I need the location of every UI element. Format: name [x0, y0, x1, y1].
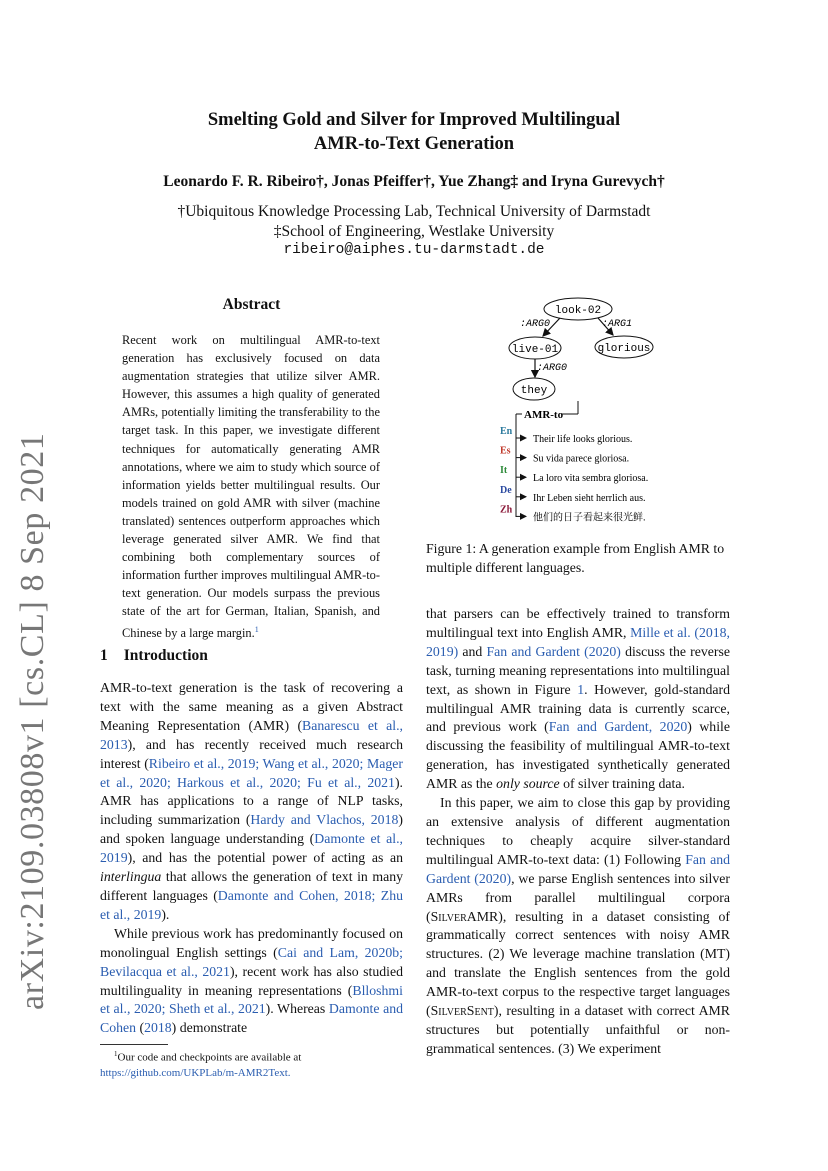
text-span: ) and spoken language understanding (	[100, 812, 403, 847]
citation-link[interactable]: Hardy and Vlachos, 2018	[250, 812, 399, 828]
citation-link[interactable]: 2018	[144, 1020, 172, 1036]
text-span: ), and has the potential power of acting as an	[127, 850, 403, 866]
amr-to-label: AMR-to	[524, 409, 564, 421]
amr-graph-svg	[490, 292, 740, 532]
footnote-rule	[100, 1044, 168, 1045]
dataset-name: SilverAMR	[430, 908, 499, 924]
text-span: that parsers can be effectively trained to transform multilingual text into English AMR,	[426, 606, 730, 640]
affiliation-2: ‡School of Engineering, Westlake University	[273, 222, 555, 240]
abstract-text	[122, 331, 380, 642]
right-paragraph-2	[426, 794, 730, 1059]
citation-link[interactable]: Fan and Gardent (2020)	[486, 643, 621, 659]
text-span: (	[136, 1020, 145, 1036]
language-sentence: La loro vita sembra gloriosa.	[533, 473, 649, 485]
title-line-1: Smelting Gold and Silver for Improved Multilingual	[207, 110, 621, 130]
paper-title	[0, 108, 828, 156]
footnote-text: Our code and checkpoints are available at	[117, 1051, 302, 1064]
text-span: of silver training data.	[559, 776, 685, 792]
affiliations	[0, 202, 828, 261]
author-email[interactable]: ribeiro@aiphes.tu-darmstadt.de	[283, 242, 545, 258]
citation-link[interactable]: Ribeiro et al., 2019; Wang et al., 2020; Mager et al., 2020; Harkous et al., 2020; Fu et al., 2021	[100, 755, 403, 790]
language-code-zh: Zh	[500, 504, 513, 516]
text-span: ).	[161, 906, 170, 922]
dataset-name: SilverSent	[430, 1003, 494, 1019]
text-span: ). AMR has applications to a range of NLP tasks, including summarization (	[100, 774, 403, 828]
right-paragraph-1	[426, 605, 730, 794]
intro-paragraph-1	[100, 679, 403, 925]
figure-ref-link[interactable]: 1	[577, 681, 585, 697]
citation-link[interactable]: Fan and Gardent (2020)	[426, 851, 730, 886]
section-title: Introduction	[123, 647, 208, 664]
text-span: discuss the reverse task, turning meaning representations into multilingual text, as shown in Figure	[426, 643, 730, 697]
node-label: look-02	[554, 305, 602, 317]
emphasis: only source	[496, 776, 560, 792]
text-span: ), and has recently received much research interest (	[100, 736, 403, 771]
text-span: ) demonstrate	[171, 1020, 248, 1036]
language-sentence: Their life looks glorious.	[533, 434, 633, 445]
title-line-2: AMR-to-Text Generation	[313, 134, 515, 154]
left-column	[100, 679, 403, 1038]
text-span: ) while discussing the feasibility of multilingual AMR-to-text generation, has investigated synthetically generated AMR as the	[426, 719, 730, 792]
footnote-mark: 1	[114, 1050, 118, 1058]
node-label: glorious	[597, 343, 651, 355]
edge-label: :ARG0	[537, 363, 568, 374]
text-span: , we parse English sentences into silver AMRs from parallel multilingual corpora (	[426, 870, 730, 924]
section-heading	[100, 647, 208, 665]
figure-caption: Figure 1: A generation example from English AMR to multiple different languages.	[426, 541, 725, 575]
abstract-body: Recent work on multilingual AMR-to-text generation has exclusively focused on data augmentation strategies that utilize silver AMR. However, this assumes a high quality of generated AMRs, potentially limiting the transferability to the target task. In this paper, we investigate different techniques for automatically generating AMR annotations, where we aim to study which source of information yields better multilingual results. Our models trained on gold AMR with silver (machine translated) sentences outperform approaches which leverage generated silver AMR. We find that combining both complementary sources of information further improves multilingual AMR-to-text generation. Our models surpass the previous state of the art for German, Italian, Spanish, and Chinese by a large margin.	[122, 333, 380, 640]
arxiv-stamp: arXiv:2109.03808v1 [cs.CL] 8 Sep 2021	[14, 432, 51, 1010]
footnote	[100, 1047, 403, 1081]
language-sentence: Su vida parece gloriosa.	[533, 453, 630, 465]
language-code-de: De	[500, 484, 512, 496]
author-list: Leonardo F. R. Ribeiro†, Jonas Pfeiffer†, Yue Zhang‡ and Iryna Gurevych†	[163, 173, 665, 190]
node-label: they	[520, 385, 548, 397]
intro-paragraph-2	[100, 925, 403, 1038]
language-sentence: 他们的日子看起来很光鲜.	[533, 512, 646, 524]
abstract-heading: Abstract	[222, 296, 281, 313]
footnote-ref[interactable]: 1	[254, 624, 259, 634]
language-sentence: Ihr Leben sieht herrlich aus.	[533, 492, 646, 504]
edge-label: :ARG0	[520, 319, 551, 330]
text-span: that allows the generation of text in many different languages (	[100, 869, 403, 903]
citation-link[interactable]: Damonte and Cohen, 2018; Zhu et al., 2019	[100, 887, 403, 922]
citation-link[interactable]: Fan and Gardent, 2020	[548, 719, 688, 735]
text-span: AMR-to-text generation is the task of recovering a text with the same meaning as a given Abstract Meaning Representation (AMR) (	[100, 680, 403, 733]
citation-link[interactable]: Blloshmi et al., 2020; Sheth et al., 2021	[100, 982, 403, 1017]
text-span: ), resulting in a dataset with correct AMR structures but potentially unfaithful or non-grammatical sentences. (3) We experiment	[426, 1003, 730, 1056]
figure-amr-graph	[490, 292, 740, 532]
node-label: live-01	[511, 344, 559, 356]
footnote-url[interactable]: https://github.com/UKPLab/m-AMR2Text.	[100, 1066, 291, 1079]
citation-link[interactable]: Banarescu et al., 2013	[100, 717, 403, 752]
citation-link[interactable]: Mille et al. (2018, 2019)	[426, 624, 730, 659]
language-rows	[500, 426, 648, 523]
text-span: . However, gold-standard multilingual AMR training data is currently scarce, and previous work (	[426, 681, 730, 735]
citation-link[interactable]: Damonte and Cohen	[100, 1001, 403, 1036]
right-column	[426, 605, 730, 1059]
edge-label: :ARG1	[602, 319, 633, 330]
emphasis: interlingua	[100, 869, 162, 885]
text-span: In this paper, we aim to close this gap by providing an extensive analysis of different augmentation techniques to cheaply acquire silver-standard multilingual AMR-to-text data: (1) Following	[426, 795, 730, 867]
section-number: 1	[100, 647, 108, 664]
language-code-en: En	[500, 426, 513, 437]
text-span: ). Whereas	[265, 1001, 329, 1017]
language-code-it: It	[500, 465, 508, 477]
text-span: and	[458, 643, 487, 659]
text-span: ), recent work has also studied multilinguality in meaning representations (	[100, 963, 403, 998]
citation-link[interactable]: Damonte et al., 2019	[100, 831, 403, 866]
language-code-es: Es	[500, 445, 511, 457]
text-span: While previous work has predominantly focused on monolingual English settings (	[100, 925, 403, 960]
citation-link[interactable]: Cai and Lam, 2020b; Bevilacqua et al., 2021	[100, 944, 403, 979]
affiliation-1: †Ubiquitous Knowledge Processing Lab, Technical University of Darmstadt	[177, 203, 651, 220]
text-span: ), resulting in a dataset consisting of grammatically correct sentences with noisy AMR structures. (2) We leverage machine translation (MT) and translate the English sentences from the gold AMR-to-text corpus to the respective target languages (	[426, 908, 730, 1019]
